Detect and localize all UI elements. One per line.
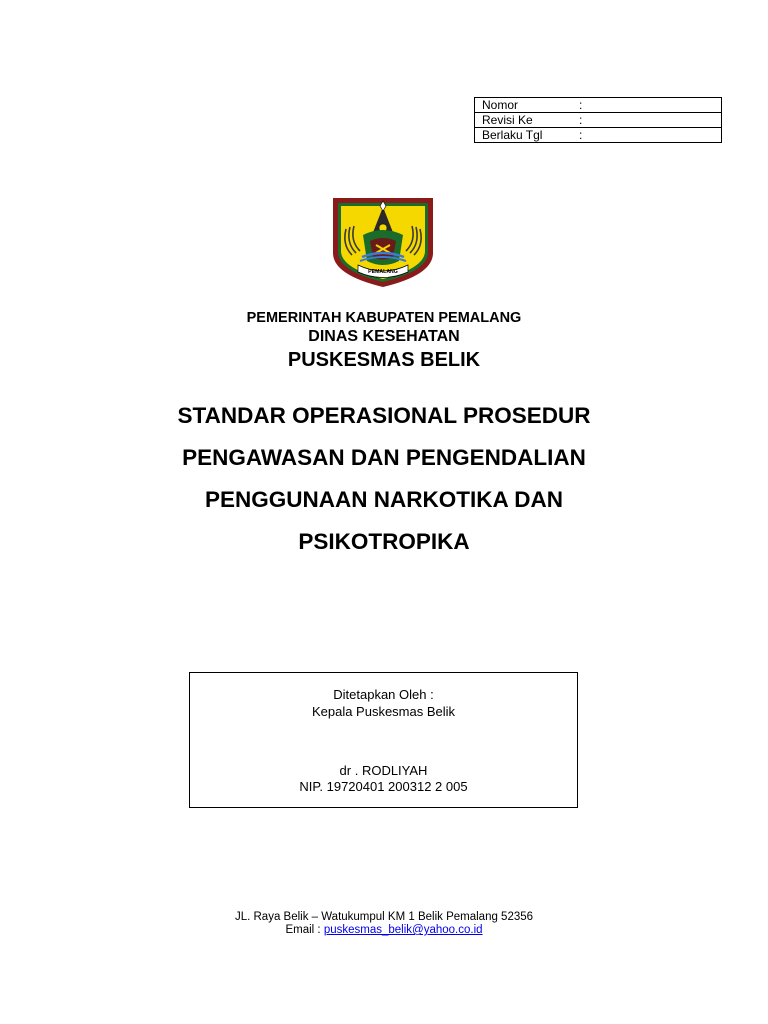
doc-control-row-nomor xyxy=(475,98,722,113)
doc-control-row-berlaku xyxy=(475,128,722,143)
emblem-motto: PEMALANG xyxy=(368,269,398,275)
doc-control-label: Revisi Ke xyxy=(475,113,573,128)
pemalang-regency-emblem xyxy=(330,195,436,289)
title-line: PSIKOTROPIKA xyxy=(298,529,470,554)
doc-control-label: Nomor xyxy=(475,98,573,113)
signatory-nip: NIP. 19720401 200312 2 005 xyxy=(299,779,468,794)
approval-set-by: Ditetapkan Oleh : xyxy=(333,687,434,702)
approval-box xyxy=(189,672,578,808)
government-name: PEMERINTAH KABUPATEN PEMALANG xyxy=(246,310,522,326)
title-line: PENGAWASAN DAN PENGENDALIAN xyxy=(182,445,586,470)
institution-name: PUSKESMAS BELIK xyxy=(287,349,481,371)
document-control-table xyxy=(474,97,722,143)
department-name: DINAS KESEHATAN xyxy=(308,328,460,345)
doc-control-row-revisi xyxy=(475,113,722,128)
footer-email-link[interactable]: puskesmas_belik@yahoo.co.id xyxy=(323,924,483,936)
footer-email-line xyxy=(0,924,768,936)
title-line: STANDAR OPERASIONAL PROSEDUR xyxy=(177,403,591,428)
footer-address: JL. Raya Belik – Watukumpul KM 1 Belik Pemalang 52356 xyxy=(234,911,534,923)
doc-control-value: : xyxy=(572,128,722,143)
document-title xyxy=(0,395,768,563)
doc-control-value: : xyxy=(572,113,722,128)
signatory-name: dr . RODLIYAH xyxy=(339,763,428,778)
approval-position: Kepala Puskesmas Belik xyxy=(311,704,456,719)
doc-control-value: : xyxy=(572,98,722,113)
footer-email-label: Email : xyxy=(285,924,324,936)
doc-control-label: Berlaku Tgl xyxy=(475,128,573,143)
title-line: PENGGUNAAN NARKOTIKA DAN xyxy=(205,487,563,512)
